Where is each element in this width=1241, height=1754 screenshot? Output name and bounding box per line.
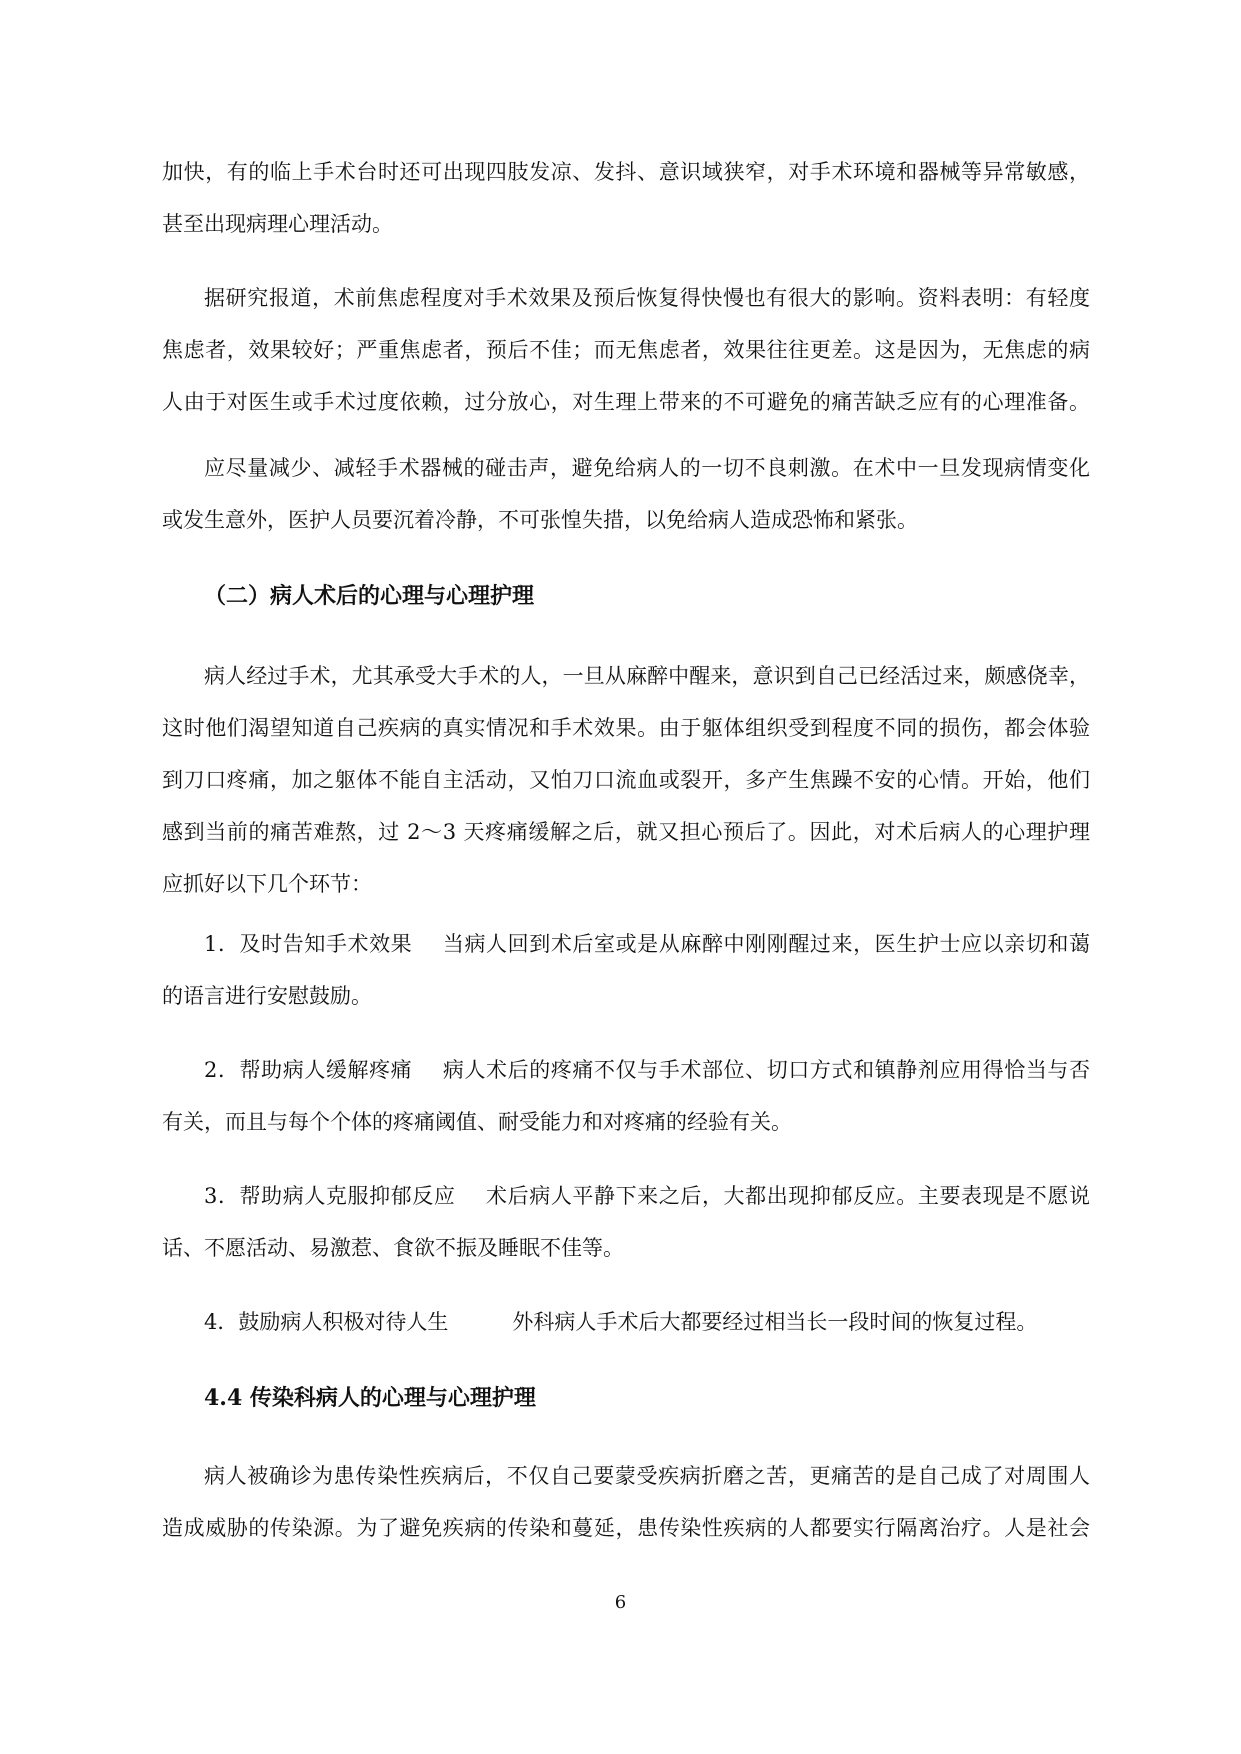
- section-heading-infectious: 4.4 传染科病人的心理与心理护理: [204, 1385, 536, 1411]
- list-item-overcome-depression: [162, 1180, 1090, 1264]
- text-line: 话、不愿活动、易激惹、食欲不振及睡眠不佳等。: [162, 1236, 624, 1260]
- text-line: 造成威胁的传染源。为了避免疾病的传染和蔓延，患传染性疾病的人都要实行隔离治疗。人是社会: [162, 1516, 1090, 1540]
- paragraph-anxiety-research: [162, 282, 1090, 418]
- paragraph-continuation: [162, 156, 1090, 240]
- list-item-body: 术后病人平静下来之后，大都出现抑郁反应。主要表现是不愿说: [485, 1184, 1090, 1208]
- paragraph-postoperative: [162, 660, 1090, 900]
- text-line: 人由于对医生或手术过度依赖，过分放心，对生理上带来的不可避免的痛苦缺乏应有的心理准备。: [162, 390, 1090, 414]
- text-line: 有关，而且与每个个体的疼痛阈值、耐受能力和对疼痛的经验有关。: [162, 1110, 792, 1134]
- text-line: [162, 1180, 1090, 1212]
- text-line: 这时他们渴望知道自己疾病的真实情况和手术效果。由于躯体组织受到程度不同的损伤，都会体验: [162, 716, 1090, 740]
- list-item-relieve-pain: [162, 1054, 1090, 1138]
- page-number: 6: [614, 1592, 627, 1613]
- list-item-title: 2．帮助病人缓解疼痛: [204, 1058, 413, 1082]
- list-item-title: 4．鼓励病人积极对待人生: [204, 1310, 449, 1334]
- text-line: [162, 1054, 1090, 1086]
- paragraph-infectious: [162, 1460, 1090, 1544]
- list-item-body: 外科病人手术后大都要经过相当长一段时间的恢复过程。: [512, 1310, 1038, 1334]
- text-line: [162, 928, 1090, 960]
- list-item-title: 1．及时告知手术效果: [204, 932, 413, 956]
- list-item-title: 3．帮助病人克服抑郁反应: [204, 1184, 456, 1208]
- text-line: [162, 1306, 1090, 1338]
- text-line: 应尽量减少、减轻手术器械的碰击声，避免给病人的一切不良刺激。在术中一旦发现病情变化: [204, 456, 1090, 480]
- list-item-inform-result: [162, 928, 1090, 1012]
- text-line: 到刀口疼痛，加之躯体不能自主活动，又怕刀口流血或裂开，多产生焦躁不安的心情。开始，他们: [162, 768, 1090, 792]
- list-item-body: 当病人回到术后室或是从麻醉中刚刚醒过来，医生护士应以亲切和蔼: [442, 932, 1090, 956]
- text-line: 或发生意外，医护人员要沉着冷静，不可张惶失措，以免给病人造成恐怖和紧张。: [162, 508, 918, 532]
- text-line: 焦虑者，效果较好；严重焦虑者，预后不佳；而无焦虑者，效果往往更差。这是因为，无焦虑的病: [162, 338, 1090, 362]
- paragraph-reduce-noise: [162, 452, 1090, 536]
- text-line: 加快，有的临上手术台时还可出现四肢发凉、发抖、意识域狭窄，对手术环境和器械等异常敏感，: [162, 160, 1090, 184]
- text-line: 病人经过手术，尤其承受大手术的人，一旦从麻醉中醒来，意识到自己已经活过来，颇感侥幸，: [204, 664, 1090, 688]
- list-item-encourage-life: [162, 1306, 1090, 1338]
- text-line: 甚至出现病理心理活动。: [162, 212, 393, 236]
- text-line: 病人被确诊为患传染性疾病后，不仅自己要蒙受疾病折磨之苦，更痛苦的是自己成了对周围人: [204, 1464, 1090, 1488]
- section-heading-postoperative: （二）病人术后的心理与心理护理: [204, 583, 535, 609]
- text-line: 的语言进行安慰鼓励。: [162, 984, 372, 1008]
- text-line: 据研究报道，术前焦虑程度对手术效果及预后恢复得快慢也有很大的影响。资料表明：有轻度: [204, 286, 1090, 310]
- list-item-body: 病人术后的疼痛不仅与手术部位、切口方式和镇静剂应用得恰当与否: [442, 1058, 1090, 1082]
- text-line: 感到当前的痛苦难熬，过 2～3 天疼痛缓解之后，就又担心预后了。因此，对术后病人的心理护理: [162, 820, 1090, 844]
- text-line: 应抓好以下几个环节：: [162, 872, 372, 896]
